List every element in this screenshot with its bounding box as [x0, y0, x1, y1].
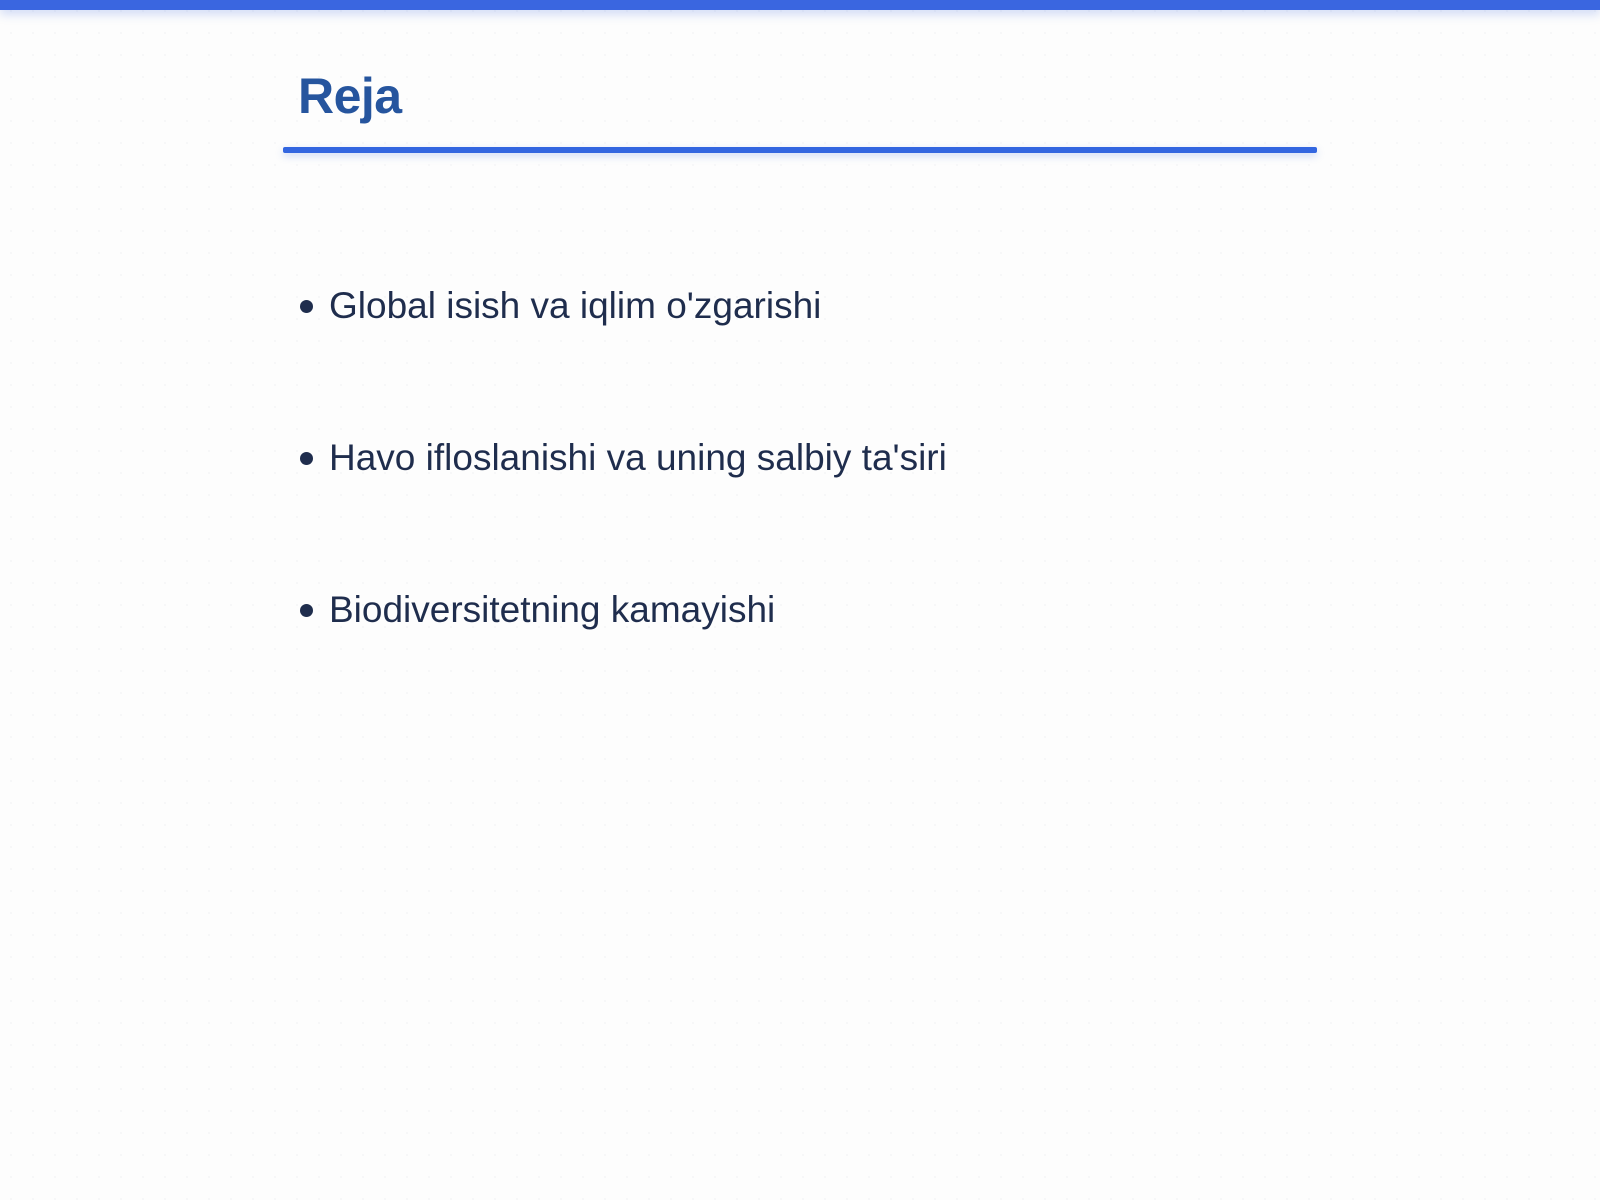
- list-item-text: Global isish va iqlim o'zgarishi: [329, 285, 822, 326]
- list-item: [300, 432, 947, 484]
- bullet-icon: [300, 452, 313, 465]
- agenda-list: [300, 280, 947, 736]
- slide-title: Reja: [298, 68, 402, 124]
- list-item: [300, 584, 947, 636]
- list-item-text: Biodiversitetning kamayishi: [329, 589, 776, 630]
- bullet-icon: [300, 604, 313, 617]
- list-item: [300, 280, 947, 332]
- title-underline: [283, 147, 1317, 153]
- list-item-text: Havo ifloslanishi va uning salbiy ta'siri: [329, 437, 947, 478]
- bullet-icon: [300, 300, 313, 313]
- top-accent-bar: [0, 0, 1600, 10]
